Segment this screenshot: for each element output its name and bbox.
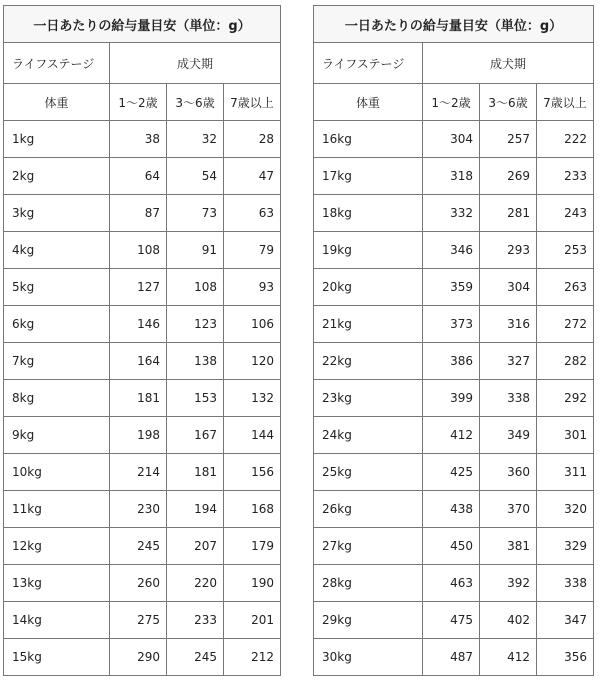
amount-cell: 245 [167, 639, 224, 676]
weight-cell: 8kg [4, 380, 110, 417]
table-row [314, 417, 594, 454]
amount-cell: 373 [423, 306, 480, 343]
life-stage-label: ライフステージ [314, 43, 423, 84]
amount-cell: 311 [537, 454, 594, 491]
left-table-body [4, 6, 281, 676]
weight-cell: 22kg [314, 343, 423, 380]
age-column-header: 1～2歳 [110, 84, 167, 121]
amount-cell: 207 [167, 528, 224, 565]
life-stage-value: 成犬期 [423, 43, 594, 84]
weight-cell: 21kg [314, 306, 423, 343]
amount-cell: 275 [110, 602, 167, 639]
amount-cell: 220 [167, 565, 224, 602]
amount-cell: 153 [167, 380, 224, 417]
amount-cell: 253 [537, 232, 594, 269]
amount-cell: 282 [537, 343, 594, 380]
amount-cell: 316 [480, 306, 537, 343]
table-title-row [4, 6, 281, 43]
amount-cell: 386 [423, 343, 480, 380]
amount-cell: 106 [224, 306, 281, 343]
weight-cell: 10kg [4, 454, 110, 491]
weight-header: 体重 [4, 84, 110, 121]
amount-cell: 168 [224, 491, 281, 528]
table-title: 一日あたりの給与量目安（単位：g） [314, 6, 594, 43]
amount-cell: 64 [110, 158, 167, 195]
table-title: 一日あたりの給与量目安（単位：g） [4, 6, 281, 43]
life-stage-label: ライフステージ [4, 43, 110, 84]
amount-cell: 190 [224, 565, 281, 602]
amount-cell: 338 [537, 565, 594, 602]
weight-cell: 12kg [4, 528, 110, 565]
weight-cell: 7kg [4, 343, 110, 380]
amount-cell: 260 [110, 565, 167, 602]
amount-cell: 38 [110, 121, 167, 158]
amount-cell: 245 [110, 528, 167, 565]
weight-cell: 18kg [314, 195, 423, 232]
amount-cell: 392 [480, 565, 537, 602]
amount-cell: 359 [423, 269, 480, 306]
amount-cell: 347 [537, 602, 594, 639]
amount-cell: 73 [167, 195, 224, 232]
weight-cell: 14kg [4, 602, 110, 639]
amount-cell: 269 [480, 158, 537, 195]
table-row [4, 380, 281, 417]
amount-cell: 233 [537, 158, 594, 195]
table-row [314, 306, 594, 343]
amount-cell: 54 [167, 158, 224, 195]
age-column-header: 1～2歳 [423, 84, 480, 121]
weight-cell: 23kg [314, 380, 423, 417]
amount-cell: 370 [480, 491, 537, 528]
table-row [4, 158, 281, 195]
age-column-header: 7歳以上 [537, 84, 594, 121]
feeding-table-left [3, 5, 281, 676]
amount-cell: 318 [423, 158, 480, 195]
amount-cell: 120 [224, 343, 281, 380]
amount-cell: 304 [480, 269, 537, 306]
amount-cell: 32 [167, 121, 224, 158]
weight-cell: 24kg [314, 417, 423, 454]
table-row [314, 232, 594, 269]
age-column-header: 3～6歳 [167, 84, 224, 121]
table-row [4, 454, 281, 491]
amount-cell: 214 [110, 454, 167, 491]
amount-cell: 146 [110, 306, 167, 343]
amount-cell: 108 [167, 269, 224, 306]
amount-cell: 402 [480, 602, 537, 639]
weight-cell: 2kg [4, 158, 110, 195]
weight-cell: 19kg [314, 232, 423, 269]
weight-cell: 27kg [314, 528, 423, 565]
amount-cell: 272 [537, 306, 594, 343]
amount-cell: 360 [480, 454, 537, 491]
table-row [314, 380, 594, 417]
table-row [314, 343, 594, 380]
weight-cell: 25kg [314, 454, 423, 491]
table-row [4, 195, 281, 232]
table-row [4, 232, 281, 269]
amount-cell: 463 [423, 565, 480, 602]
amount-cell: 412 [423, 417, 480, 454]
amount-cell: 290 [110, 639, 167, 676]
amount-cell: 93 [224, 269, 281, 306]
amount-cell: 293 [480, 232, 537, 269]
table-row [4, 343, 281, 380]
amount-cell: 338 [480, 380, 537, 417]
table-row [314, 195, 594, 232]
life-stage-row [314, 43, 594, 84]
amount-cell: 243 [537, 195, 594, 232]
table-row [4, 491, 281, 528]
table-row [314, 602, 594, 639]
weight-cell: 15kg [4, 639, 110, 676]
table-row [4, 121, 281, 158]
amount-cell: 179 [224, 528, 281, 565]
amount-cell: 230 [110, 491, 167, 528]
amount-cell: 123 [167, 306, 224, 343]
table-row [314, 528, 594, 565]
age-column-header: 7歳以上 [224, 84, 281, 121]
amount-cell: 263 [537, 269, 594, 306]
amount-cell: 438 [423, 491, 480, 528]
amount-cell: 399 [423, 380, 480, 417]
table-row [4, 639, 281, 676]
table-row [314, 454, 594, 491]
amount-cell: 108 [110, 232, 167, 269]
weight-cell: 5kg [4, 269, 110, 306]
weight-cell: 11kg [4, 491, 110, 528]
column-header-row [4, 84, 281, 121]
table-row [4, 269, 281, 306]
amount-cell: 87 [110, 195, 167, 232]
amount-cell: 47 [224, 158, 281, 195]
amount-cell: 329 [537, 528, 594, 565]
table-title-row [314, 6, 594, 43]
weight-cell: 3kg [4, 195, 110, 232]
amount-cell: 63 [224, 195, 281, 232]
amount-cell: 487 [423, 639, 480, 676]
table-row [314, 158, 594, 195]
weight-cell: 17kg [314, 158, 423, 195]
weight-cell: 20kg [314, 269, 423, 306]
amount-cell: 349 [480, 417, 537, 454]
column-header-row [314, 84, 594, 121]
life-stage-value: 成犬期 [110, 43, 281, 84]
table-row [314, 565, 594, 602]
amount-cell: 198 [110, 417, 167, 454]
weight-cell: 30kg [314, 639, 423, 676]
weight-cell: 16kg [314, 121, 423, 158]
amount-cell: 138 [167, 343, 224, 380]
amount-cell: 167 [167, 417, 224, 454]
amount-cell: 450 [423, 528, 480, 565]
amount-cell: 327 [480, 343, 537, 380]
amount-cell: 281 [480, 195, 537, 232]
weight-cell: 4kg [4, 232, 110, 269]
weight-cell: 9kg [4, 417, 110, 454]
amount-cell: 475 [423, 602, 480, 639]
amount-cell: 132 [224, 380, 281, 417]
life-stage-row [4, 43, 281, 84]
amount-cell: 257 [480, 121, 537, 158]
weight-cell: 6kg [4, 306, 110, 343]
amount-cell: 144 [224, 417, 281, 454]
table-row [4, 528, 281, 565]
amount-cell: 181 [110, 380, 167, 417]
amount-cell: 127 [110, 269, 167, 306]
amount-cell: 201 [224, 602, 281, 639]
table-row [4, 565, 281, 602]
weight-cell: 28kg [314, 565, 423, 602]
amount-cell: 425 [423, 454, 480, 491]
amount-cell: 212 [224, 639, 281, 676]
weight-header: 体重 [314, 84, 423, 121]
table-row [4, 602, 281, 639]
table-row [4, 417, 281, 454]
weight-cell: 13kg [4, 565, 110, 602]
amount-cell: 381 [480, 528, 537, 565]
amount-cell: 332 [423, 195, 480, 232]
weight-cell: 1kg [4, 121, 110, 158]
amount-cell: 194 [167, 491, 224, 528]
amount-cell: 320 [537, 491, 594, 528]
amount-cell: 346 [423, 232, 480, 269]
table-row [314, 491, 594, 528]
amount-cell: 91 [167, 232, 224, 269]
amount-cell: 292 [537, 380, 594, 417]
weight-cell: 29kg [314, 602, 423, 639]
amount-cell: 412 [480, 639, 537, 676]
amount-cell: 156 [224, 454, 281, 491]
amount-cell: 233 [167, 602, 224, 639]
amount-cell: 222 [537, 121, 594, 158]
amount-cell: 79 [224, 232, 281, 269]
weight-cell: 26kg [314, 491, 423, 528]
amount-cell: 356 [537, 639, 594, 676]
amount-cell: 28 [224, 121, 281, 158]
table-row [314, 639, 594, 676]
feeding-table-right [313, 5, 594, 676]
amount-cell: 301 [537, 417, 594, 454]
amount-cell: 304 [423, 121, 480, 158]
age-column-header: 3～6歳 [480, 84, 537, 121]
amount-cell: 181 [167, 454, 224, 491]
right-table-body [314, 6, 594, 676]
table-row [314, 269, 594, 306]
table-row [314, 121, 594, 158]
amount-cell: 164 [110, 343, 167, 380]
table-row [4, 306, 281, 343]
